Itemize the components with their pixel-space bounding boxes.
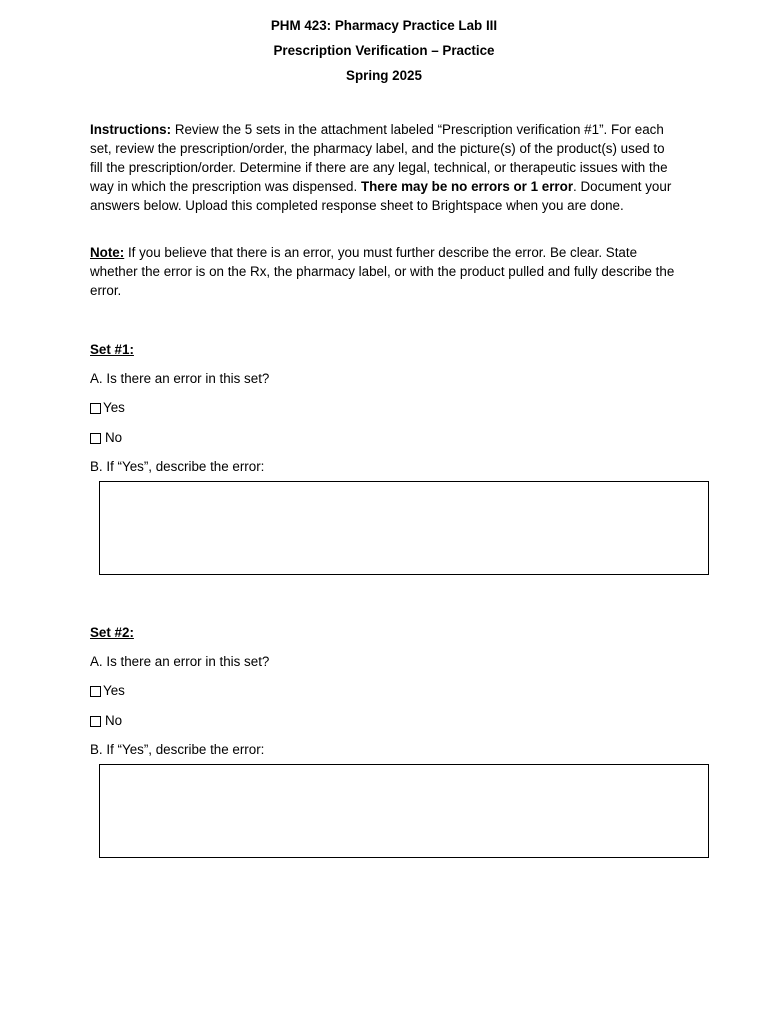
set-1-question-b: B. If “Yes”, describe the error: — [90, 459, 265, 474]
set-2-question-b: B. If “Yes”, describe the error: — [90, 742, 265, 757]
set-1-yes-label: Yes — [103, 400, 125, 415]
note-paragraph — [90, 243, 675, 300]
set-1-title: Set #1: — [90, 342, 134, 357]
instructions-label: Instructions: — [90, 122, 172, 137]
set-1-answer-box[interactable] — [99, 481, 709, 575]
instructions-text-1: Review the 5 sets in the attachment labeled “Prescription verification #1”. For each set, review the prescription/order, the pharmacy label, and the picture(s) of the product(s) used to fill the prescription/order. Determine if there are any legal, technical, or therapeutic issues with the way in which the prescription was dispensed. — [90, 122, 668, 194]
set-2-yes-label: Yes — [103, 683, 125, 698]
course-title: PHM 423: Pharmacy Practice Lab III — [270, 18, 498, 33]
set-1-question-a: A. Is there an error in this set? — [90, 371, 270, 386]
set-2-option-yes[interactable] — [90, 683, 125, 699]
instructions-paragraph — [90, 120, 675, 215]
note-text: If you believe that there is an error, you must further describe the error. Be clear. State whether the error is on the Rx, the pharmacy label, or with the product pulled and fully describe the error. — [90, 245, 675, 298]
set-2-answer-box[interactable] — [99, 764, 709, 858]
set-2-question-a: A. Is there an error in this set? — [90, 654, 270, 669]
set-2-no-checkbox[interactable] — [90, 716, 101, 727]
instructions-bold-text: There may be no errors or 1 error — [360, 179, 574, 194]
set-2-no-label: No — [105, 713, 123, 728]
document-subtitle: Prescription Verification – Practice — [273, 43, 495, 58]
set-1-no-label: No — [105, 430, 123, 445]
set-2-yes-checkbox[interactable] — [90, 686, 101, 697]
set-1-option-yes[interactable] — [90, 400, 125, 416]
set-2-title: Set #2: — [90, 625, 134, 640]
set-2-option-no[interactable] — [90, 713, 122, 729]
set-1-no-checkbox[interactable] — [90, 433, 101, 444]
set-1-option-no[interactable] — [90, 430, 122, 446]
set-1-yes-checkbox[interactable] — [90, 403, 101, 414]
note-label: Note: — [90, 245, 125, 260]
term-label: Spring 2025 — [346, 68, 422, 83]
instructions-text-2: . Document your answers below. Upload this completed response sheet to Brightspace when you are done. — [90, 179, 672, 213]
